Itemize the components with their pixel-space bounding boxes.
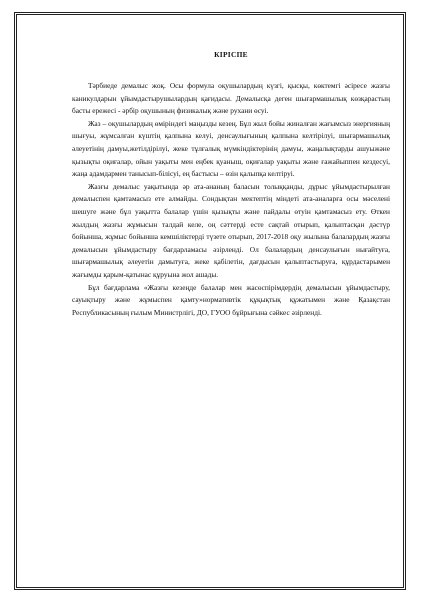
document-title: КІРІСПЕ bbox=[214, 50, 248, 59]
paragraph: Тәрбиеде демалыс жоқ. Осы формула оқушылардың күзгі, қысқы, көктемгі әсіресе жазғы каникулдарын ұйымдастырушылардың қағидасы. Демалысқа деген шығармашылық көзқарастың басты ережесі - әрбір оқушының физикалық және рухани өсуі. bbox=[72, 81, 390, 116]
paragraph: Бұл бағдарлама «Жазғы кезеңде балалар мен жасөспірімдердің демалысын ұйымдастыру, сауықтыру және жұмыспен қамту»нормативтік құқықтық құжатымен және Қазақстан Республикасының ғылым Министрлігі, ДО, ГУОО бұйрығына сәйкес әзірленді. bbox=[72, 282, 390, 317]
paragraph: Жаз – оқушылардың өміріндегі маңызды кезең. Бұл жыл бойы жиналған жағымсыз энергияның шығуы, жұмсалған күштің қалпына келуі, денсаулығының қалпына келтірілуі, шығармашылық әлеуетінің дамуы,жетілдірілуі, жеке тұлғалық мүмкіндіктерінің дамуы, жаңалықтарды ашуыжәне қызықты оқиғалар, ойын уақыты мен еңбек қуаныш, оқиғалар уақыты және ғажайыппен кездесуі, жаңа адамдармен танысып-білісуі, ең бастысы – өзін қалыпқа келтіруі. bbox=[72, 118, 390, 179]
paragraph: Жазғы демалыс уақытында әр ата-ананың баласын толыққанды, дұрыс ұйымдастырылған демалыспен қамтамасыз ете алмайды. Сондықтан мектептің міндеті ата-аналарға осы мәселені шешуге және бұл уақытта балалар үшін қызықты және пайдалы өтуін қамтамасыз ету. Өткен жылдың жазғы жұмысын талдай келе, оң сәттерді есте сақтай отырып, қалыптасқан дәстүр бойынша, жұмыс бойынша кемшіліктерді түзете отырып, 2017-2018 оқу жылына балалардың жазғы демалысын ұйымдастыру бағдарламасы әзірленді. Ол балалардың денсаулығын нығайтуға, шығармашылық әлеуетін дамытуға, жеке қабілетін, дағдысын қалыптастыруға, құрдастарымен жағымды қарым-қатынас құруына жол ашады. bbox=[72, 181, 390, 279]
document-body bbox=[72, 50, 390, 319]
